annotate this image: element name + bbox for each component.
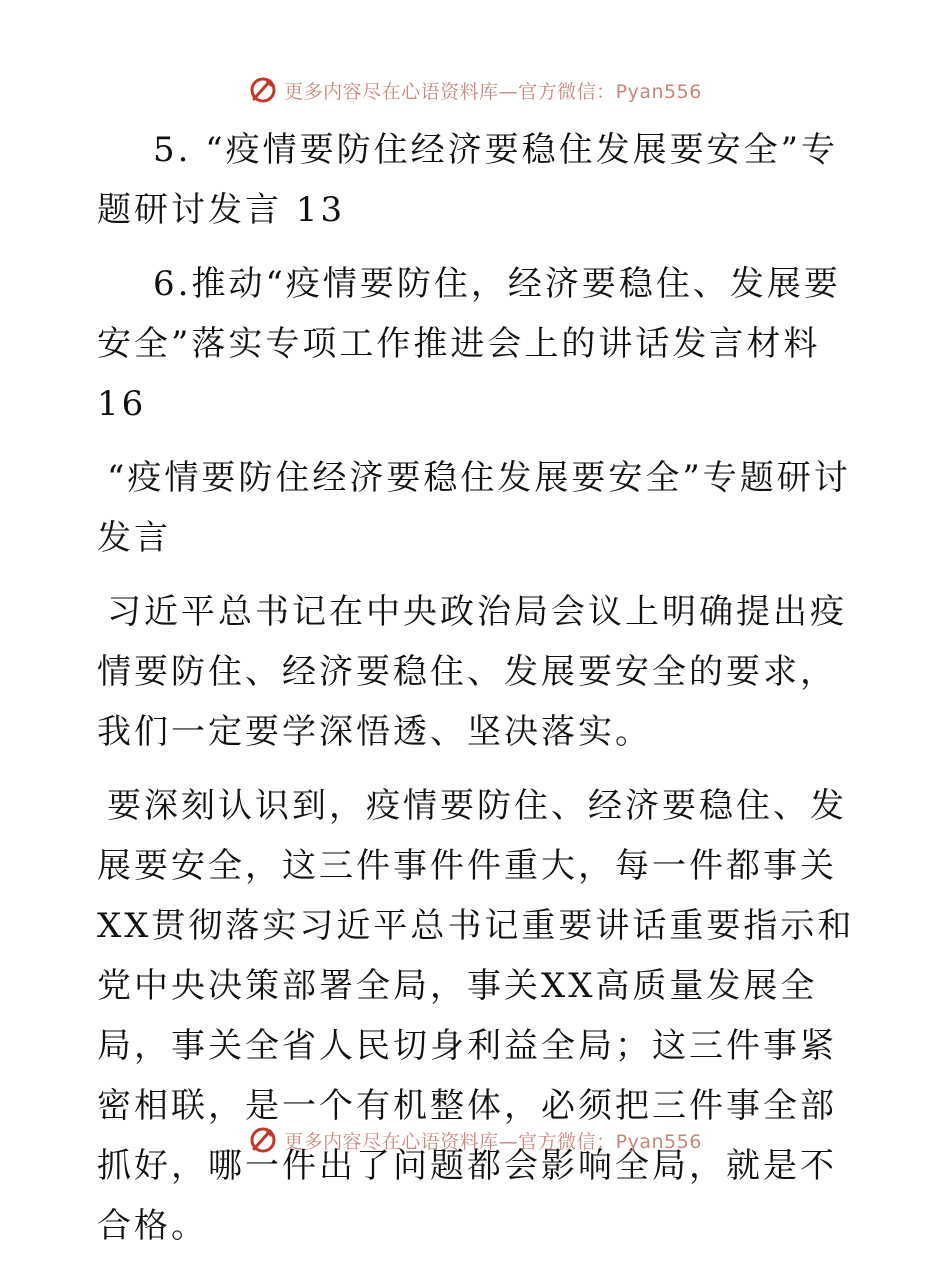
article-paragraph-2: 要深刻认识到，疫情要防住、经济要稳住、发展要安全，这三件事件件重大，每一件都事关XX贯彻落实习近平总书记重要讲话重要指示和党中央决策部署全局，事关XX高质量发展全局，事关全省人民切身利益全局；这三件事紧密相联，是一个有机整体，必须把三件事全部抓好，哪一件出了问题都会影响全局，就是不合格。 xyxy=(97,786,855,1246)
document-body xyxy=(97,120,857,1270)
watermark-text: 更多内容尽在心语资料库—官方微信：Pyan556 xyxy=(284,1130,702,1153)
article-paragraph-1: 习近平总书记在中央政治局会议上明确提出疫情要防住、经济要稳住、发展要安全的要求，我们一定要学深悟透、坚决落实。 xyxy=(97,592,847,752)
toc-item-6: 6.推动“疫情要防住，经济要稳住、发展要安全”落实专项工作推进会上的讲话发言材料 16 xyxy=(97,264,841,424)
footer-watermark xyxy=(0,1120,950,1160)
pen-logo-icon xyxy=(248,1125,278,1155)
header-watermark xyxy=(0,70,950,110)
watermark-text: 更多内容尽在心语资料库—官方微信：Pyan556 xyxy=(284,80,702,103)
pen-logo-icon xyxy=(248,75,278,105)
article-title: “疫情要防住经济要稳住发展要安全”专题研讨发言 xyxy=(97,458,851,558)
toc-item-5: 5. “疫情要防住经济要稳住发展要安全”专题研讨发言 13 xyxy=(97,130,839,230)
